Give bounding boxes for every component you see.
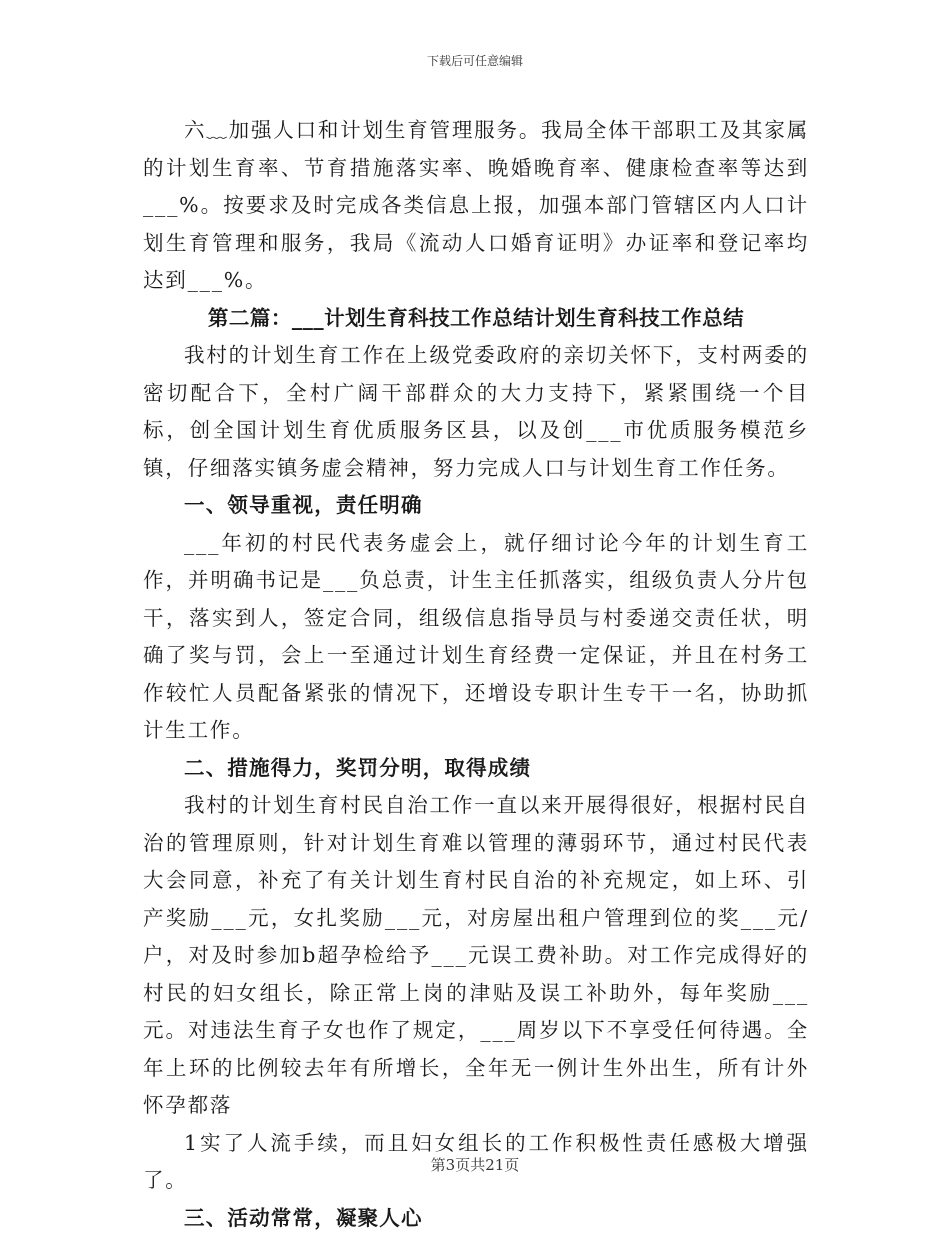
paragraph-intro: 我村的计划生育工作在上级党委政府的亲切关怀下，支村两委的密切配合下，全村广阔干部群众的大力支持下，紧紧围绕一个目标，创全国计划生育优质服务区县，以及创___市优质服务模范乡镇，仔细落实镇务虚会精神，努力完成人口与计划生育工作任务。 [143, 337, 809, 487]
page-footer: 第3页共21页 [0, 1154, 950, 1175]
heading-measures: 二、措施得力，奖罚分明，取得成绩 [143, 750, 809, 788]
paragraph-measures: 我村的计划生育村民自治工作一直以来开展得很好，根据村民自治的管理原则，针对计划生育难以管理的薄弱环节，通过村民代表大会同意，补充了有关计划生育村民自治的补充规定，如上环、引产奖励___元，女扎奖励___元，对房屋出租户管理到位的奖___元/户，对及时参加b超孕检给予___元误工费补助。对工作完成得好的村民的妇女组长，除正常上岗的津贴及误工补助外，每年奖励___元。对违法生育子女也作了规定，___周岁以下不享受任何待遇。全年上环的比例较去年有所增长，全年无一例计生外出生，所有计外怀孕都落 [143, 787, 809, 1125]
section-title-part-two: 第二篇：___计划生育科技工作总结计划生育科技工作总结 [143, 300, 809, 338]
paragraph-continued: 1实了人流手续，而且妇女组长的工作积极性责任感极大增强了。 [143, 1125, 809, 1200]
paragraph-population-management: 六﹏加强人口和计划生育管理服务。我局全体干部职工及其家属的计划生育率、节育措施落实率、晚婚晚育率、健康检查率等达到___%。按要求及时完成各类信息上报，加强本部门管辖区内人口计划生育管理和服务，我局《流动人口婚育证明》办证率和登记率均达到___%。 [143, 112, 809, 300]
page-header: 下载后可任意编辑 [0, 52, 950, 69]
document-body [143, 112, 809, 1237]
heading-leadership: 一、领导重视，责任明确 [143, 487, 809, 525]
paragraph-leadership: ___年初的村民代表务虚会上，就仔细讨论今年的计划生育工作，并明确书记是___负总责，计生主任抓落实，组级负责人分片包干，落实到人，签定合同，组级信息指导员与村委递交责任状，明确了奖与罚，会上一至通过计划生育经费一定保证，并且在村务工作较忙人员配备紧张的情况下，还增设专职计生专干一名，协助抓计生工作。 [143, 525, 809, 750]
heading-activities: 三、活动常常，凝聚人心 [143, 1200, 809, 1237]
